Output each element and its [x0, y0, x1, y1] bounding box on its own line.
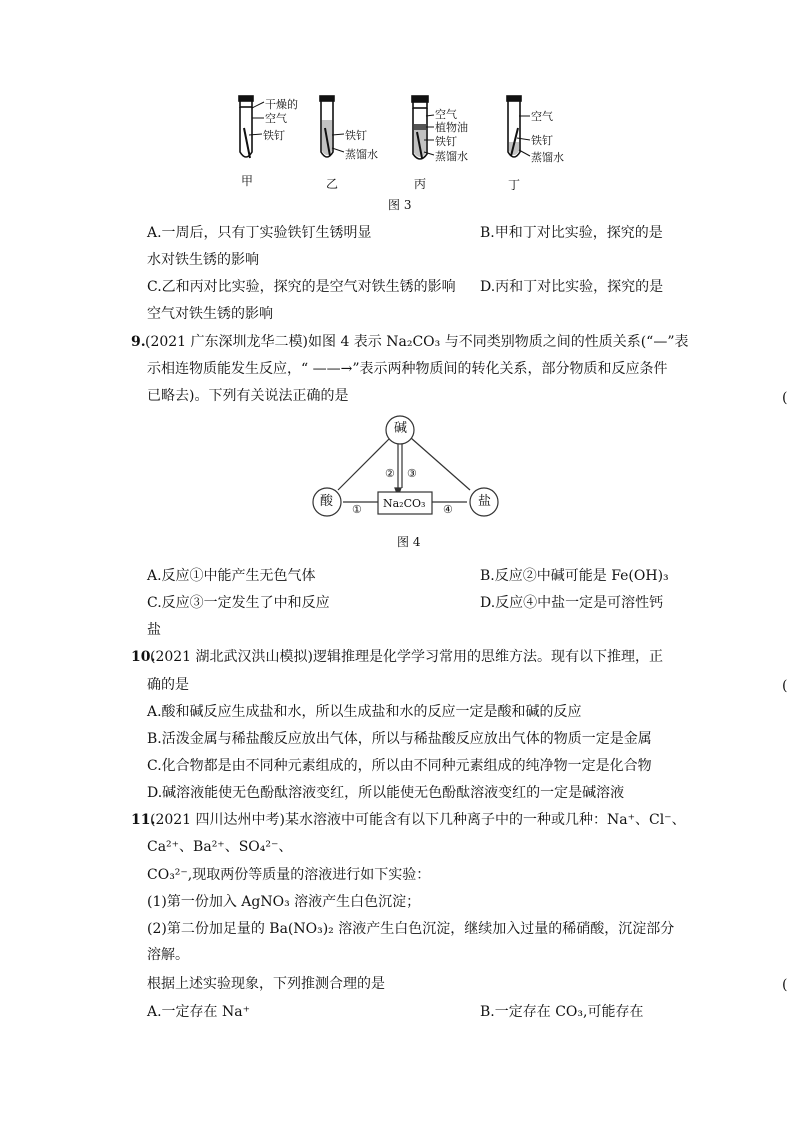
q8-option-b: B.甲和丁对比实验，探究的是	[480, 225, 663, 241]
reaction-mark-3: ③	[407, 467, 417, 480]
q10-option-d: D.碱溶液能使无色酚酞溶液变红，所以能使无色酚酞溶液变红的一定是碱溶液	[147, 785, 625, 801]
tube-name-jia: 甲	[241, 174, 254, 188]
q10-number: 10.	[131, 649, 156, 665]
q9-option-a: A.反应①中能产生无色气体	[147, 568, 316, 584]
q8-option-d-cont: 空气对铁生锈的影响	[147, 306, 273, 322]
q11-answer-paren: (	[782, 977, 788, 993]
reaction-mark-1: ①	[352, 503, 362, 516]
node-acid-label: 酸	[320, 494, 334, 509]
reaction-mark-2: ②	[385, 467, 395, 480]
q11-stem-line-2: Ca²⁺、Ba²⁺、SO₄²⁻、	[147, 839, 293, 855]
tube-yi	[320, 96, 344, 157]
q9-option-d-cont: 盐	[147, 622, 161, 638]
test-tubes-diagram	[0, 90, 794, 290]
label-jia-nail: 铁钉	[263, 129, 285, 142]
q9-option-c: C.反应③一定发生了中和反应	[147, 595, 330, 611]
q10-stem-line-2: 确的是	[147, 677, 189, 693]
tube-name-ding: 丁	[508, 178, 521, 192]
q9-option-b: B.反应②中碱可能是 Fe(OH)₃	[480, 568, 669, 584]
q9-stem-line-2: 示相连物质能发生反应，“ ——→”表示两种物质间的转化关系，部分物质和反应条件	[147, 361, 668, 377]
q11-experiment-2: (2)第二份加足量的 Ba(NO₃)₂ 溶液产生白色沉淀，继续加入过量的稀硝酸，沉淀部分	[147, 921, 675, 937]
label-yi-water: 蒸馏水	[345, 148, 378, 161]
q11-number: 11.	[131, 812, 156, 828]
label-bing-air: 空气	[435, 108, 457, 121]
tube-name-yi: 乙	[326, 177, 339, 191]
q11-experiment-1: (1)第一份加入 AgNO₃ 溶液产生白色沉淀；	[147, 894, 421, 910]
label-bing-nail: 铁钉	[435, 135, 457, 148]
label-ding-water: 蒸馏水	[531, 151, 564, 164]
q10-stem-line-1: (2021 湖北武汉洪山模拟)逻辑推理是化学学习常用的思维方法。现有以下推理，正	[150, 649, 664, 665]
label-ding-air: 空气	[531, 110, 553, 123]
node-base-label: 碱	[394, 421, 408, 436]
label-bing-oil: 植物油	[435, 121, 468, 134]
figure-3-caption: 图 3	[388, 198, 412, 212]
label-bing-water: 蒸馏水	[435, 150, 468, 163]
label-ding-nail: 铁钉	[531, 134, 553, 147]
q11-option-a: A.一定存在 Na⁺	[147, 1004, 250, 1020]
tube-bing	[412, 96, 434, 159]
label-jia-dry: 干燥的	[265, 98, 298, 111]
label-jia-air: 空气	[265, 112, 287, 125]
q8-option-d: D.丙和丁对比实验，探究的是	[480, 279, 664, 295]
q10-option-c: C.化合物都是由不同种元素组成的，所以由不同种元素组成的纯净物一定是化合物	[147, 758, 652, 774]
reaction-mark-4: ④	[443, 503, 453, 516]
q8-option-a: A.一周后，只有丁实验铁钉生锈明显	[147, 225, 372, 241]
q10-option-b: B.活泼金属与稀盐酸反应放出气体，所以与稀盐酸反应放出气体的物质一定是金属	[147, 731, 652, 747]
q10-answer-paren: (	[782, 678, 788, 694]
q9-option-d: D.反应④中盐一定是可溶性钙	[480, 595, 664, 611]
tube-ding	[507, 96, 530, 157]
figure-4-caption: 图 4	[397, 535, 421, 549]
q9-number: 9.	[131, 334, 146, 350]
label-yi-nail: 铁钉	[345, 129, 367, 142]
q11-stem-line-3: CO₃²⁻,现取两份等质量的溶液进行如下实验：	[147, 867, 431, 883]
q9-answer-paren: (	[782, 390, 788, 406]
tube-name-bing: 丙	[414, 177, 427, 191]
q8-option-c: C.乙和丙对比实验，探究的是空气对铁生锈的影响	[147, 279, 456, 295]
q10-option-a: A.酸和碱反应生成盐和水，所以生成盐和水的反应一定是酸和碱的反应	[147, 704, 582, 720]
node-na2co3-label: Na₂CO₃	[383, 497, 426, 510]
node-salt-label: 盐	[478, 494, 492, 509]
q8-option-b-cont: 水对铁生锈的影响	[147, 252, 259, 268]
q11-ask: 根据上述实验现象，下列推测合理的是	[147, 976, 385, 992]
q11-stem-line-1: (2021 四川达州中考)某水溶液中可能含有以下几种离子中的一种或几种：Na⁺、Cl⁻、	[150, 812, 686, 828]
q11-experiment-2-cont: 溶解。	[147, 947, 189, 963]
q11-option-b: B.一定存在 CO₃,可能存在	[480, 1004, 644, 1020]
q9-stem-line-3: 已略去)。下列有关说法正确的是	[147, 388, 349, 404]
q9-stem-line-1: (2021 广东深圳龙华二模)如图 4 表示 Na₂CO₃ 与不同类别物质之间的性质关系(“—”表	[145, 334, 689, 350]
tube-jia	[239, 96, 264, 158]
